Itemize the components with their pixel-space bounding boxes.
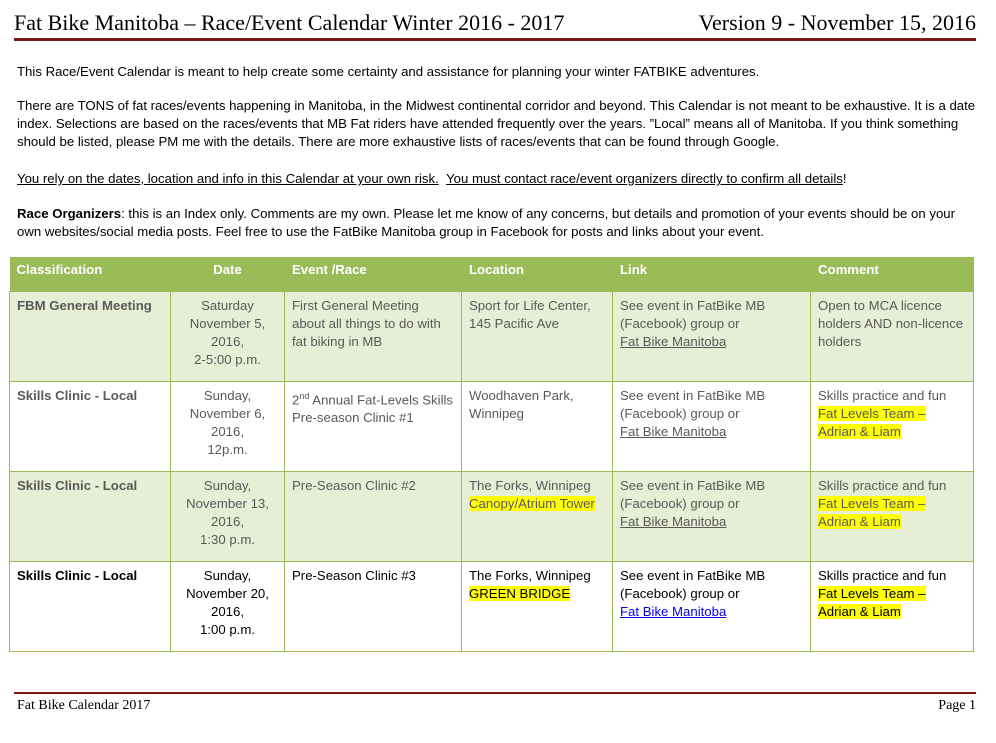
cell-location: Woodhaven Park, Winnipeg	[462, 382, 613, 472]
date-line: Sunday,	[203, 478, 252, 493]
disclaimer-contact: You must contact race/event organizers directly to confirm all details	[446, 171, 843, 186]
date-line: 12p.m.	[207, 442, 248, 457]
disclaimer-risk: You rely on the dates, location and info in this Calendar at your own risk.	[17, 171, 439, 186]
date-line: 2-5:00 p.m.	[194, 352, 261, 367]
document-title: Fat Bike Manitoba – Race/Event Calendar Winter 2016 - 2017	[14, 10, 565, 35]
fat-bike-manitoba-link[interactable]: Fat Bike Manitoba	[620, 514, 727, 529]
table-row	[10, 382, 974, 472]
organizers-text: : this is an Index only. Comments are my own. Please let me know of any concerns, but details and promotion of your events should be on your own websites/social media posts. Feel free to use the FatBike Manitoba group in Facebook for posts and links about your event.	[17, 206, 956, 239]
header-divider	[14, 38, 976, 41]
header-location: Location	[462, 257, 613, 292]
comment-text: Skills practice and fun	[818, 388, 947, 403]
table-header-row	[10, 257, 974, 292]
date-line: November 5,	[189, 316, 266, 331]
intro-paragraph-2: There are TONS of fat races/events happening in Manitoba, in the Midwest continental corridor and beyond. This Calendar is not meant to be exhaustive. It is a date index. Selections are based on the races/events that MB Fat riders have attended frequently over the years. ”Local” means all of Manitoba. If you think something should be listed, please PM me with the details. There are more exhaustive lists of races/events that can be found through Google.	[17, 98, 976, 149]
date-line: 2016,	[210, 424, 244, 439]
cell-location: Sport for Life Center, 145 Pacific Ave	[462, 292, 613, 382]
table-row	[10, 292, 974, 382]
header-date: Date	[171, 257, 285, 292]
event-text: Annual Fat-Levels Skills Pre-season Clinic #1	[292, 392, 454, 426]
cell-event: Pre-Season Clinic #2	[285, 472, 462, 562]
cell-event: Pre-Season Clinic #3	[285, 562, 462, 652]
date-line: 2016,	[210, 334, 244, 349]
header-comment: Comment	[811, 257, 974, 292]
date-line: 1:00 p.m.	[200, 622, 255, 637]
cell-date	[171, 382, 285, 472]
date-line: Sunday,	[203, 388, 252, 403]
date-line: Sunday,	[203, 568, 252, 583]
cell-comment	[811, 562, 974, 652]
date-line: 2016,	[210, 514, 244, 529]
cell-comment	[811, 382, 974, 472]
document-version: Version 9 - November 15, 2016	[698, 10, 976, 35]
cell-location	[462, 562, 613, 652]
table-row	[10, 472, 974, 562]
cell-comment	[811, 472, 974, 562]
cell-date	[171, 292, 285, 382]
location-highlight: GREEN BRIDGE	[469, 586, 571, 601]
footer-divider	[14, 692, 976, 694]
event-ordinal-suffix: nd	[299, 391, 310, 401]
cell-comment: Open to MCA licence holders AND non-licence holders	[811, 292, 974, 382]
cell-date	[171, 472, 285, 562]
organizers-label: Race Organizers	[17, 206, 122, 221]
date-line: Saturday	[201, 298, 254, 313]
event-ordinal: 2	[292, 392, 300, 408]
date-line: 1:30 p.m.	[200, 532, 255, 547]
fat-bike-manitoba-link[interactable]: Fat Bike Manitoba	[620, 604, 727, 619]
cell-location	[462, 472, 613, 562]
disclaimer-exclaim: !	[842, 171, 847, 186]
header-event: Event /Race	[285, 257, 462, 292]
cell-link	[613, 292, 811, 382]
cell-classification: Skills Clinic - Local	[10, 382, 171, 472]
table-row	[10, 562, 974, 652]
header-link: Link	[613, 257, 811, 292]
date-line: November 13,	[186, 496, 269, 511]
comment-text: Skills practice and fun	[818, 568, 947, 583]
link-text: See event in FatBike MB (Facebook) group or	[620, 478, 766, 511]
event-calendar-table	[9, 257, 974, 652]
comment-highlight: Fat Levels Team – Adrian & Liam	[818, 586, 926, 619]
comment-text: Skills practice and fun	[818, 478, 947, 493]
link-text: See event in FatBike MB (Facebook) group or	[620, 568, 766, 601]
cell-classification: FBM General Meeting	[10, 292, 171, 382]
link-text: See event in FatBike MB (Facebook) group or	[620, 298, 766, 331]
footer-title: Fat Bike Calendar 2017	[17, 698, 151, 713]
cell-link	[613, 562, 811, 652]
date-line: November 20,	[186, 586, 269, 601]
cell-date	[171, 562, 285, 652]
cell-classification: Skills Clinic - Local	[10, 472, 171, 562]
location-text: The Forks, Winnipeg	[469, 568, 591, 583]
link-text: See event in FatBike MB (Facebook) group or	[620, 388, 766, 421]
date-line: November 6,	[189, 406, 266, 421]
header-classification: Classification	[10, 257, 171, 292]
cell-link	[613, 472, 811, 562]
cell-classification: Skills Clinic - Local	[10, 562, 171, 652]
comment-highlight: Fat Levels Team – Adrian & Liam	[818, 496, 926, 529]
organizers-paragraph	[17, 205, 979, 241]
location-text: The Forks, Winnipeg	[469, 478, 591, 493]
intro-paragraph-1: This Race/Event Calendar is meant to help create some certainty and assistance for planning your winter FATBIKE adventures.	[17, 64, 760, 79]
fat-bike-manitoba-link[interactable]: Fat Bike Manitoba	[620, 424, 727, 439]
fat-bike-manitoba-link[interactable]: Fat Bike Manitoba	[620, 334, 727, 349]
disclaimer-paragraph	[17, 170, 979, 188]
page-header	[14, 10, 976, 38]
date-line: 2016,	[210, 604, 244, 619]
cell-event: First General Meeting about all things to do with fat biking in MB	[285, 292, 462, 382]
page-number: Page 1	[938, 698, 976, 713]
cell-link	[613, 382, 811, 472]
location-highlight: Canopy/Atrium Tower	[469, 496, 595, 511]
cell-event	[285, 382, 462, 472]
comment-highlight: Fat Levels Team – Adrian & Liam	[818, 406, 926, 439]
